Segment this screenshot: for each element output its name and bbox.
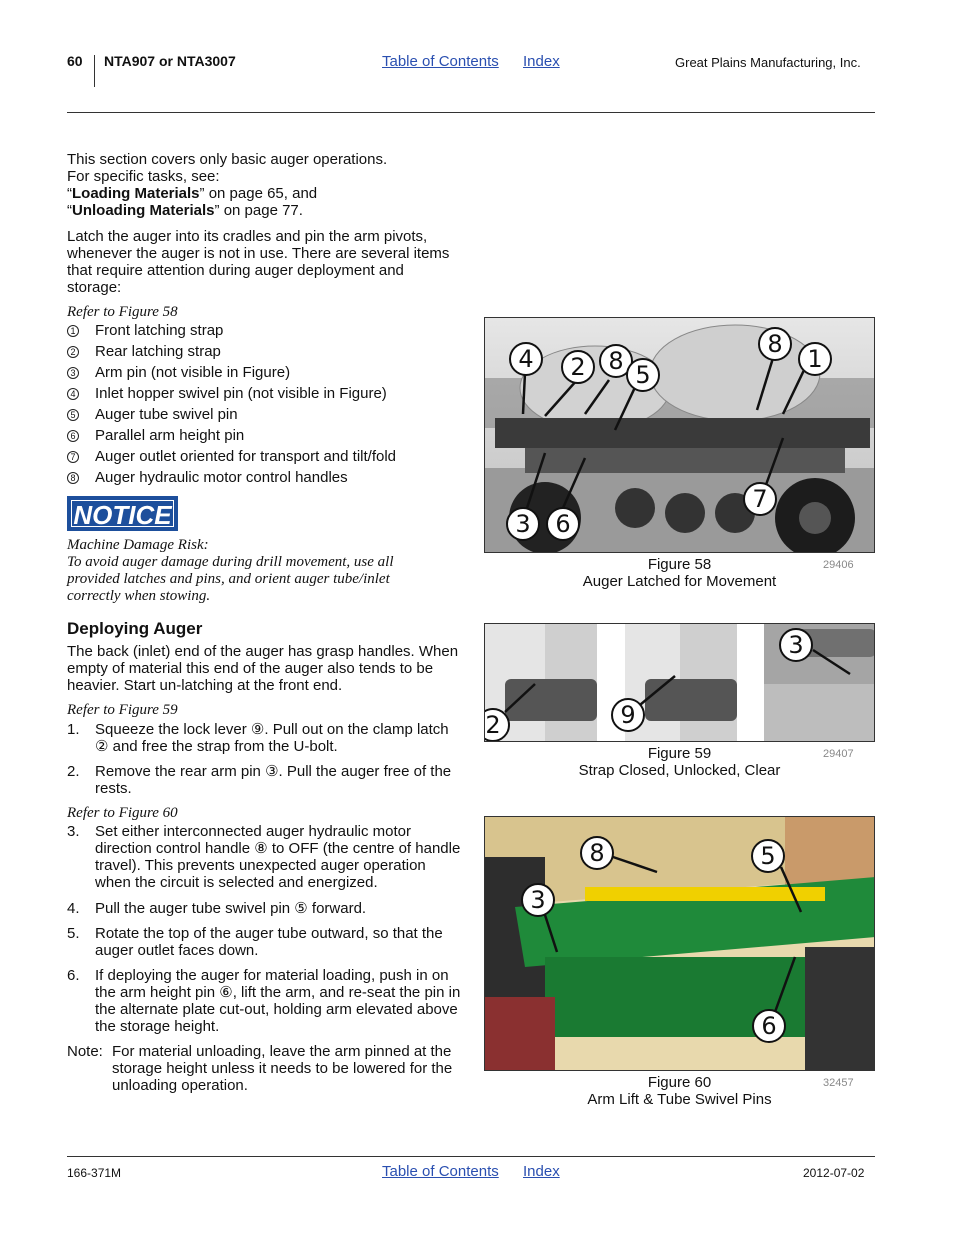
header-divider xyxy=(94,55,95,87)
doc-title: NTA907 or NTA3007 xyxy=(104,53,236,69)
footer-index-link[interactable]: Index xyxy=(523,1163,560,1180)
refer-figure-59: Refer to Figure 59 xyxy=(67,702,178,718)
fig60-callout-5: 5 xyxy=(751,839,785,873)
figure-59-number: Figure 59 xyxy=(647,745,712,762)
item-number: 6 xyxy=(67,430,79,442)
intro-line-1: This section covers only basic auger operations. xyxy=(67,151,388,168)
figure-59-photo xyxy=(484,623,875,742)
strap-photo-illustration xyxy=(485,624,875,742)
step-text: Remove the rear arm pin ③. Pull the auger free of the rests. xyxy=(95,763,452,797)
step-number: 1. xyxy=(67,721,80,738)
fig58-callout-6: 6 xyxy=(546,507,580,541)
ref-loading-rest: ” on page 65, and xyxy=(199,185,318,202)
notice-badge xyxy=(67,496,178,531)
note-text: For material unloading, leave the arm pinned at the storage height unless it needs to be lowered for the unloading operation. xyxy=(112,1043,453,1094)
figure-60-number: Figure 60 xyxy=(647,1074,712,1091)
step-text: Rotate the top of the auger tube outward, so that the auger outlet faces down. xyxy=(95,925,443,959)
notice-heading: Machine Damage Risk: xyxy=(67,537,209,553)
refer-figure-58: Refer to Figure 58 xyxy=(67,304,178,320)
fig58-callout-8b: 8 xyxy=(758,327,792,361)
footer-date: 2012-07-02 xyxy=(803,1166,865,1180)
refer-figure-60: Refer to Figure 60 xyxy=(67,805,178,821)
header-toc-link[interactable]: Table of Contents xyxy=(382,53,499,70)
step-number: 2. xyxy=(67,763,80,780)
fig58-callout-4: 4 xyxy=(509,342,543,376)
item-label: Rear latching strap xyxy=(95,343,221,360)
item-label: Arm pin (not visible in Figure) xyxy=(95,364,291,381)
fig60-callout-3: 3 xyxy=(521,883,555,917)
fig58-callout-5: 5 xyxy=(626,358,660,392)
intro-ref-loading xyxy=(67,185,462,202)
item-label: Auger outlet oriented for transport and tilt/fold xyxy=(95,448,397,465)
figure-58-photo xyxy=(484,317,875,553)
item-label: Auger tube swivel pin xyxy=(95,406,238,423)
step-number: 3. xyxy=(67,823,80,840)
item-number: 2 xyxy=(67,346,79,358)
company-name: Great Plains Manufacturing, Inc. xyxy=(675,55,861,70)
figure-59-caption: Strap Closed, Unlocked, Clear xyxy=(578,762,781,779)
ref-unloading-rest: ” on page 77. xyxy=(214,202,303,219)
latch-paragraph: Latch the auger into its cradles and pin the arm pivots, whenever the auger is not in use. There are several items that require attention during auger deployment and storage: xyxy=(67,228,450,296)
step-text: Pull the auger tube swivel pin ⑤ forward. xyxy=(95,900,367,917)
intro-line-2: For specific tasks, see: xyxy=(67,168,220,185)
fig60-callout-6: 6 xyxy=(752,1009,786,1043)
page-number: 60 xyxy=(67,53,83,69)
note-label: Note: xyxy=(67,1043,103,1060)
ref-unloading-bold: Unloading Materials xyxy=(72,202,215,219)
header-index-link[interactable]: Index xyxy=(523,53,560,70)
figure-60-caption: Arm Lift & Tube Swivel Pins xyxy=(587,1091,772,1108)
item-number: 7 xyxy=(67,451,79,463)
item-number: 5 xyxy=(67,409,79,421)
item-label: Inlet hopper swivel pin (not visible in Figure) xyxy=(95,385,387,402)
item-label: Parallel arm height pin xyxy=(95,427,245,444)
step-number: 5. xyxy=(67,925,80,942)
item-number: 1 xyxy=(67,325,79,337)
footer-toc-link[interactable]: Table of Contents xyxy=(382,1163,499,1180)
item-number: 3 xyxy=(67,367,79,379)
deploying-heading: Deploying Auger xyxy=(67,619,203,638)
notice-text: To avoid auger damage during drill movement, use all provided latches and pins, and orient auger tube/inlet correctly when stowing. xyxy=(67,554,394,604)
quote-mark: “ xyxy=(67,202,72,219)
deploying-paragraph: The back (inlet) end of the auger has grasp handles. When empty of material this end of the auger also tends to be heavier. Start un-latching at the front end. xyxy=(67,643,459,694)
step-text: Set either interconnected auger hydraulic motor direction control handle ⑧ to OFF (the centre of handle travel). This prevents unexpected auger operation when the circuit is selected and energized. xyxy=(95,823,461,891)
notice-label: NOTICE xyxy=(71,500,174,527)
fig58-callout-2: 2 xyxy=(561,350,595,384)
fig58-callout-1: 1 xyxy=(798,342,832,376)
fig58-callout-7: 7 xyxy=(743,482,777,516)
fig59-callout-9: 9 xyxy=(611,698,645,732)
step-number: 4. xyxy=(67,900,80,917)
fig58-callout-8: 8 xyxy=(599,344,633,378)
figure-58-number: Figure 58 xyxy=(647,556,712,573)
item-label: Auger hydraulic motor control handles xyxy=(95,469,348,486)
item-number: 4 xyxy=(67,388,79,400)
footer-rule xyxy=(67,1156,875,1157)
figure-59-id: 29407 xyxy=(823,748,854,760)
fig58-callout-3: 3 xyxy=(506,507,540,541)
ref-loading-bold: Loading Materials xyxy=(72,185,200,202)
fig59-callout-2: 2 xyxy=(484,708,510,742)
fig60-callout-8: 8 xyxy=(580,836,614,870)
footer-doc-code: 166-371M xyxy=(67,1166,122,1180)
figure-58-id: 29406 xyxy=(823,559,854,571)
step-text: If deploying the auger for material loading, push in on the arm height pin ⑥, lift the arm, and re-seat the pin in the alternate plate cut-out, holding arm elevated above the storage height. xyxy=(95,967,461,1035)
step-text: Squeeze the lock lever ⑨. Pull out on the clamp latch ② and free the strap from the U-bolt. xyxy=(95,721,449,755)
header-rule xyxy=(67,112,875,113)
fig59-callout-3: 3 xyxy=(779,628,813,662)
intro-ref-unloading xyxy=(67,202,462,219)
figure-58-caption: Auger Latched for Movement xyxy=(582,573,777,590)
figure-60-photo xyxy=(484,816,875,1071)
intro-block xyxy=(67,151,462,219)
item-number: 8 xyxy=(67,472,79,484)
quote-mark: “ xyxy=(67,185,72,202)
arm-lift-photo-illustration xyxy=(485,817,875,1071)
figure-60-id: 32457 xyxy=(823,1077,854,1089)
item-label: Front latching strap xyxy=(95,322,224,339)
step-number: 6. xyxy=(67,967,80,984)
